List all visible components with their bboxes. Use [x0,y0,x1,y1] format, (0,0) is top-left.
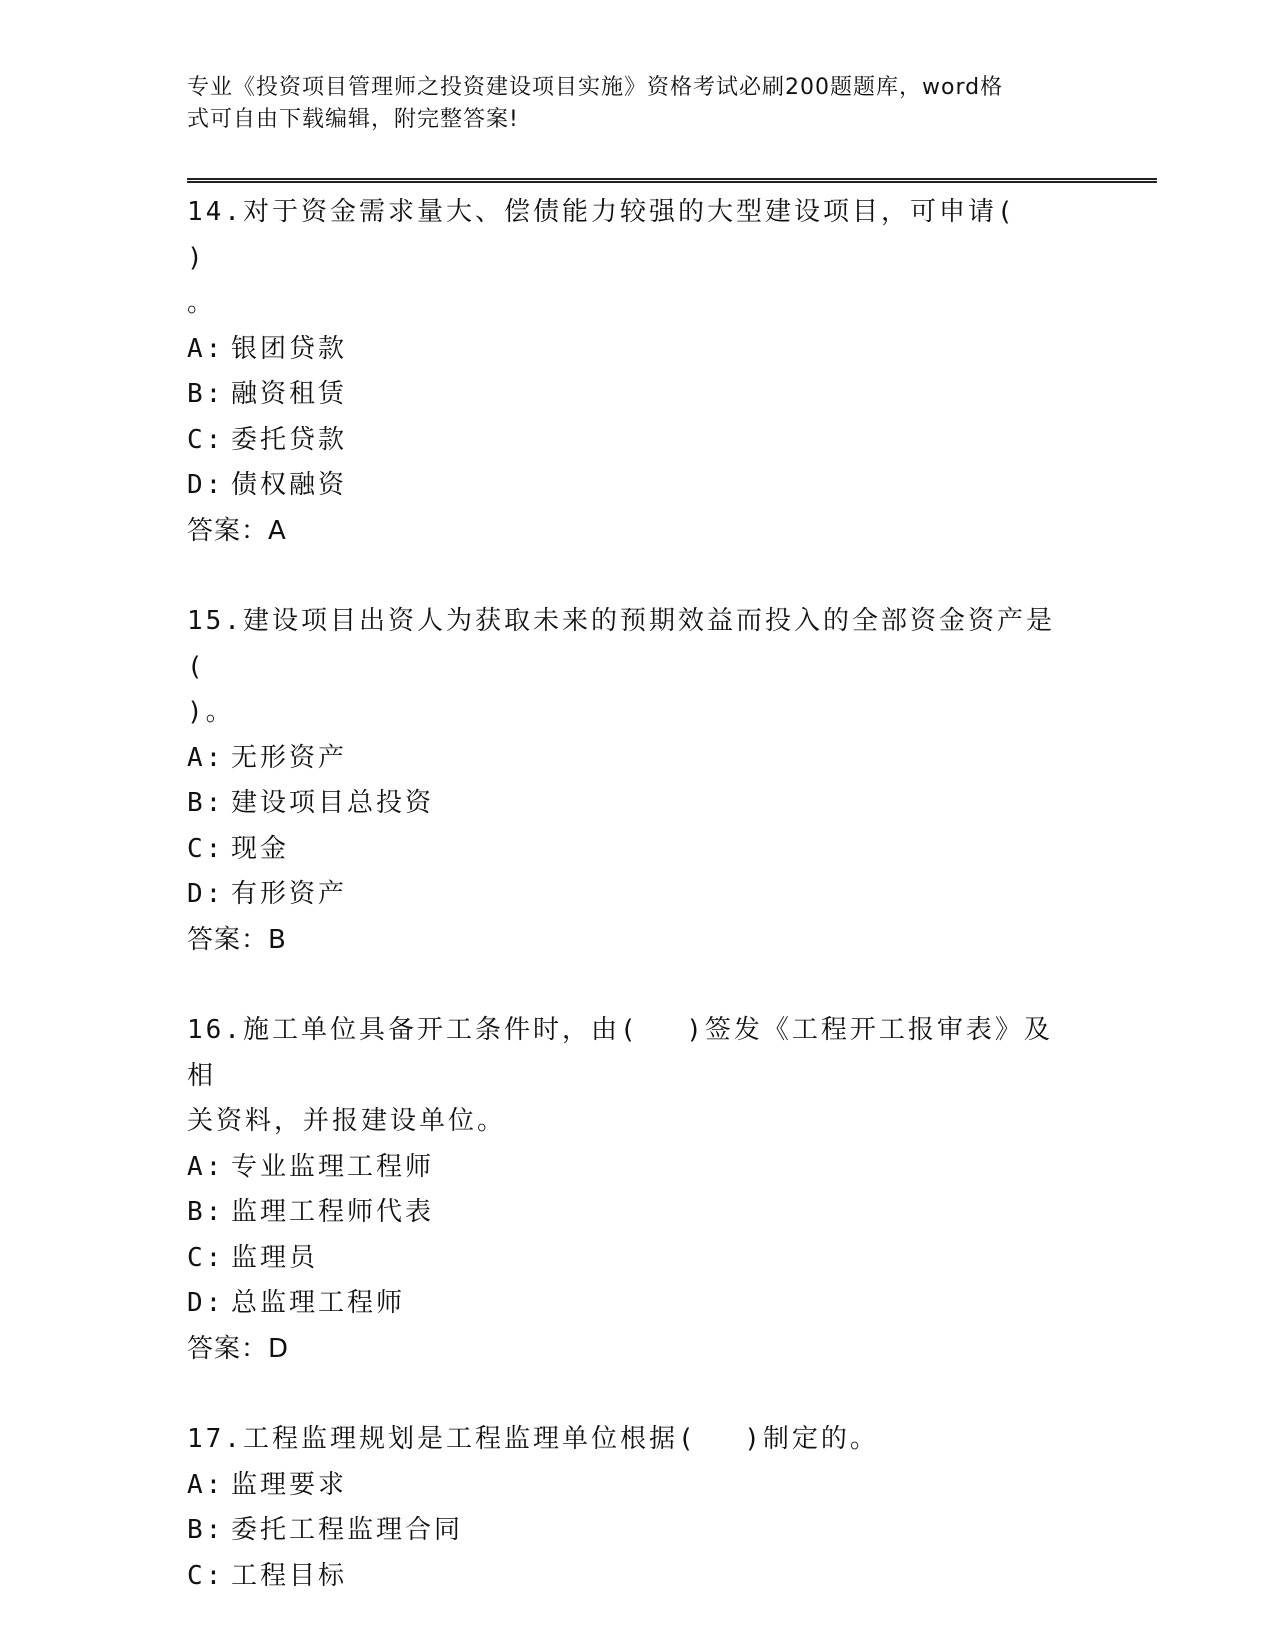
answer-option [187,736,1067,782]
answer-option [187,1508,1067,1554]
question-block [187,1008,1067,1372]
option-text: 委托贷款 [231,424,348,455]
option-text: 债权融资 [231,470,348,500]
option-key: C: [187,1242,225,1273]
option-text: 无形资产 [231,742,348,773]
question-stem-continued: )。 [187,697,235,727]
option-key: B: [187,1515,225,1545]
answer-option [187,1236,1067,1282]
answer-option [187,1281,1067,1327]
document-header [187,72,1067,136]
header-divider [187,178,1157,183]
option-key: D: [187,470,225,500]
question-block [187,190,1067,554]
answer-option [187,827,1067,873]
option-text: 监理要求 [231,1469,348,1500]
answer-option [187,1190,1067,1236]
answer-option [187,1463,1067,1509]
answer-key: 答案：B [187,924,287,955]
option-key: B: [187,379,225,409]
question-stem: 16.施工单位具备开工条件时，由( )签发《工程开工报审表》及相 [187,1015,1053,1091]
option-key: A: [187,742,225,773]
question-block [187,599,1067,963]
answer-option [187,781,1067,827]
answer-option [187,418,1067,464]
answer-option [187,327,1067,373]
answer-key: 答案：A [187,515,287,546]
header-line-2: 式可自由下载编辑，附完整答案! [187,107,519,132]
option-key: B: [187,788,225,818]
option-key: A: [187,1151,225,1182]
option-text: 专业监理工程师 [231,1151,435,1182]
answer-option [187,463,1067,509]
answer-option [187,372,1067,418]
option-key: B: [187,1197,225,1227]
question-stem: 17.工程监理规划是工程监理单位根据( )制定的。 [187,1424,879,1454]
document-page [187,0,1157,1650]
header-line-1: 专业《投资项目管理师之投资建设项目实施》资格考试必刷200题题库，word格 [187,75,1004,100]
question-block [187,1417,1067,1599]
answer-key: 答案：D [187,1333,290,1364]
question-stem-continued: 。 [187,288,217,318]
option-text: 委托工程监理合同 [231,1515,464,1545]
option-text: 工程目标 [231,1560,348,1591]
question-list [187,190,1067,1644]
option-text: 有形资产 [231,879,348,909]
option-text: 现金 [231,833,290,864]
option-key: A: [187,333,225,364]
question-stem-continued: 关资料，并报建设单位。 [187,1106,507,1136]
answer-option [187,1145,1067,1191]
option-key: C: [187,424,225,455]
option-text: 建设项目总投资 [231,788,435,818]
answer-option [187,1554,1067,1600]
option-key: C: [187,833,225,864]
option-text: 监理工程师代表 [231,1197,435,1227]
answer-option [187,872,1067,918]
question-stem: 15.建设项目出资人为获取未来的预期效益而投入的全部资金资产是( [187,606,1055,682]
option-text: 银团贷款 [231,333,348,364]
option-key: D: [187,879,225,909]
option-key: A: [187,1469,225,1500]
option-text: 总监理工程师 [231,1288,406,1318]
option-key: D: [187,1288,225,1318]
option-text: 融资租赁 [231,379,348,409]
question-stem: 14.对于资金需求量大、偿债能力较强的大型建设项目，可申请( ) [187,197,1064,273]
option-key: C: [187,1560,225,1591]
option-text: 监理员 [231,1242,319,1273]
